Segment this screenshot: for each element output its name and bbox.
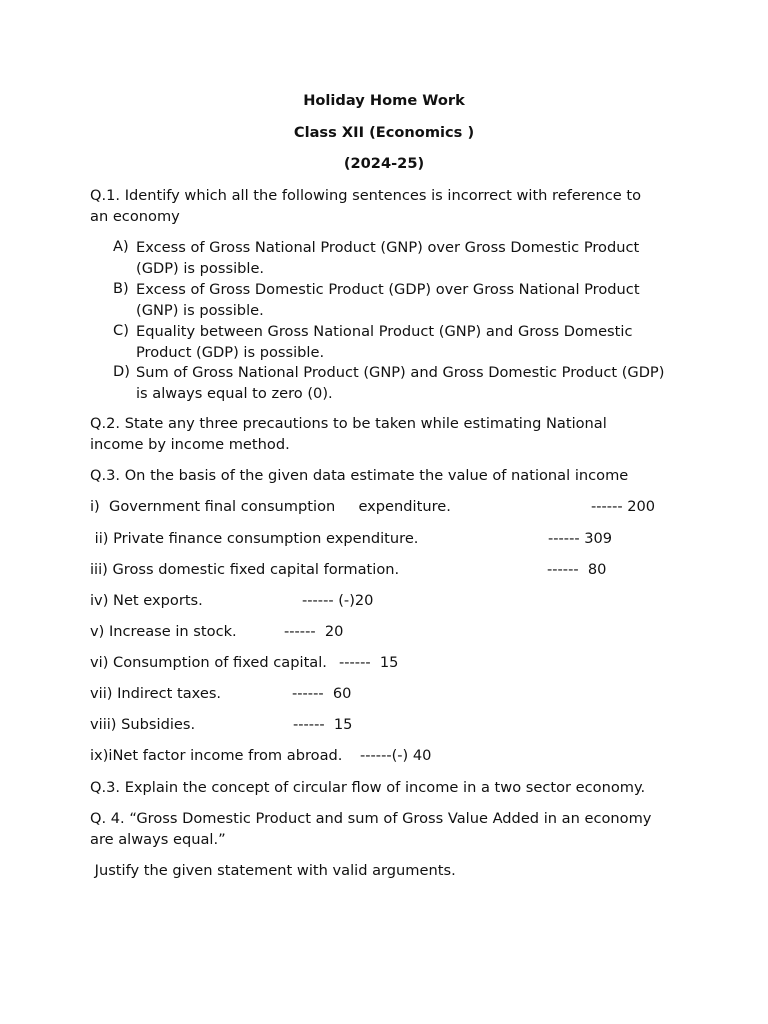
q3-item-label: vi) Consumption of fixed capital. [90,654,327,671]
q1-question-line1: Q.1. Identify which all the following sentences is incorrect with reference to [90,187,642,204]
q1-option-c-letter: C) [113,322,129,339]
q2-question-line1: Q.2. State any three precautions to be taken while estimating National [90,415,607,432]
q1-option-b-letter: B) [113,280,129,297]
q1-option-d-text: Sum of Gross National Product (GNP) and Gross Domestic Product (GDP) is always equal to zero (0). [136,364,665,402]
q3-item-value: ------(-) 40 [360,747,432,764]
q1-option-b-text: Excess of Gross Domestic Product (GDP) over Gross National Product (GNP) is possible. [136,281,640,319]
q3-item-label: v) Increase in stock. [90,623,237,640]
q1-option-d-letter: D) [113,363,130,380]
q3-question-intro: Q.3. On the basis of the given data estimate the value of national income [90,467,629,484]
q3-item-value: ------ 309 [548,530,613,547]
q1-option-c-text: Equality between Gross National Product (GNP) and Gross Domestic Product (GDP) is possible. [136,323,633,361]
q3-item-value: ------ 15 [339,654,399,671]
q3-item-label: viii) Subsidies. [90,716,196,733]
q3-item-label: vii) Indirect taxes. [90,685,222,702]
q3-item-value: ------ 15 [293,716,353,733]
q3-item-label: iii) Gross domestic fixed capital formation. [90,561,400,578]
class-heading: Class XII (Economics ) [293,124,475,141]
q3-item-value: ------ 80 [547,561,607,578]
session-heading: (2024-25) [343,155,425,172]
q3b-question: Q.3. Explain the concept of circular flow of income in a two sector economy. [90,779,646,796]
q3-item-value: ------ 20 [284,623,344,640]
q1-question-line2: an economy [90,208,180,225]
q4-instruction: Justify the given statement with valid arguments. [90,862,456,879]
q3-item-label: iv) Net exports. [90,592,203,609]
q3-item-value: ------ 200 [591,498,656,515]
q4-question-line1: Q. 4. “Gross Domestic Product and sum of Gross Value Added in an economy [90,810,652,827]
q3-item-value: ------ (-)20 [302,592,374,609]
q3-item-label: i) Government final consumption expenditure. [90,498,451,515]
q3-item-label: ix)iNet factor income from abroad. [90,747,343,764]
q3-item-label: ii) Private finance consumption expenditure. [90,530,419,547]
q4-question-line2: are always equal.” [90,831,226,848]
q1-option-a-text: Excess of Gross National Product (GNP) over Gross Domestic Product (GDP) is possible. [136,239,640,277]
document-title: Holiday Home Work [303,92,465,109]
q1-option-a-letter: A) [113,238,129,255]
q3-item-value: ------ 60 [292,685,352,702]
q2-question-line2: income by income method. [90,436,290,453]
